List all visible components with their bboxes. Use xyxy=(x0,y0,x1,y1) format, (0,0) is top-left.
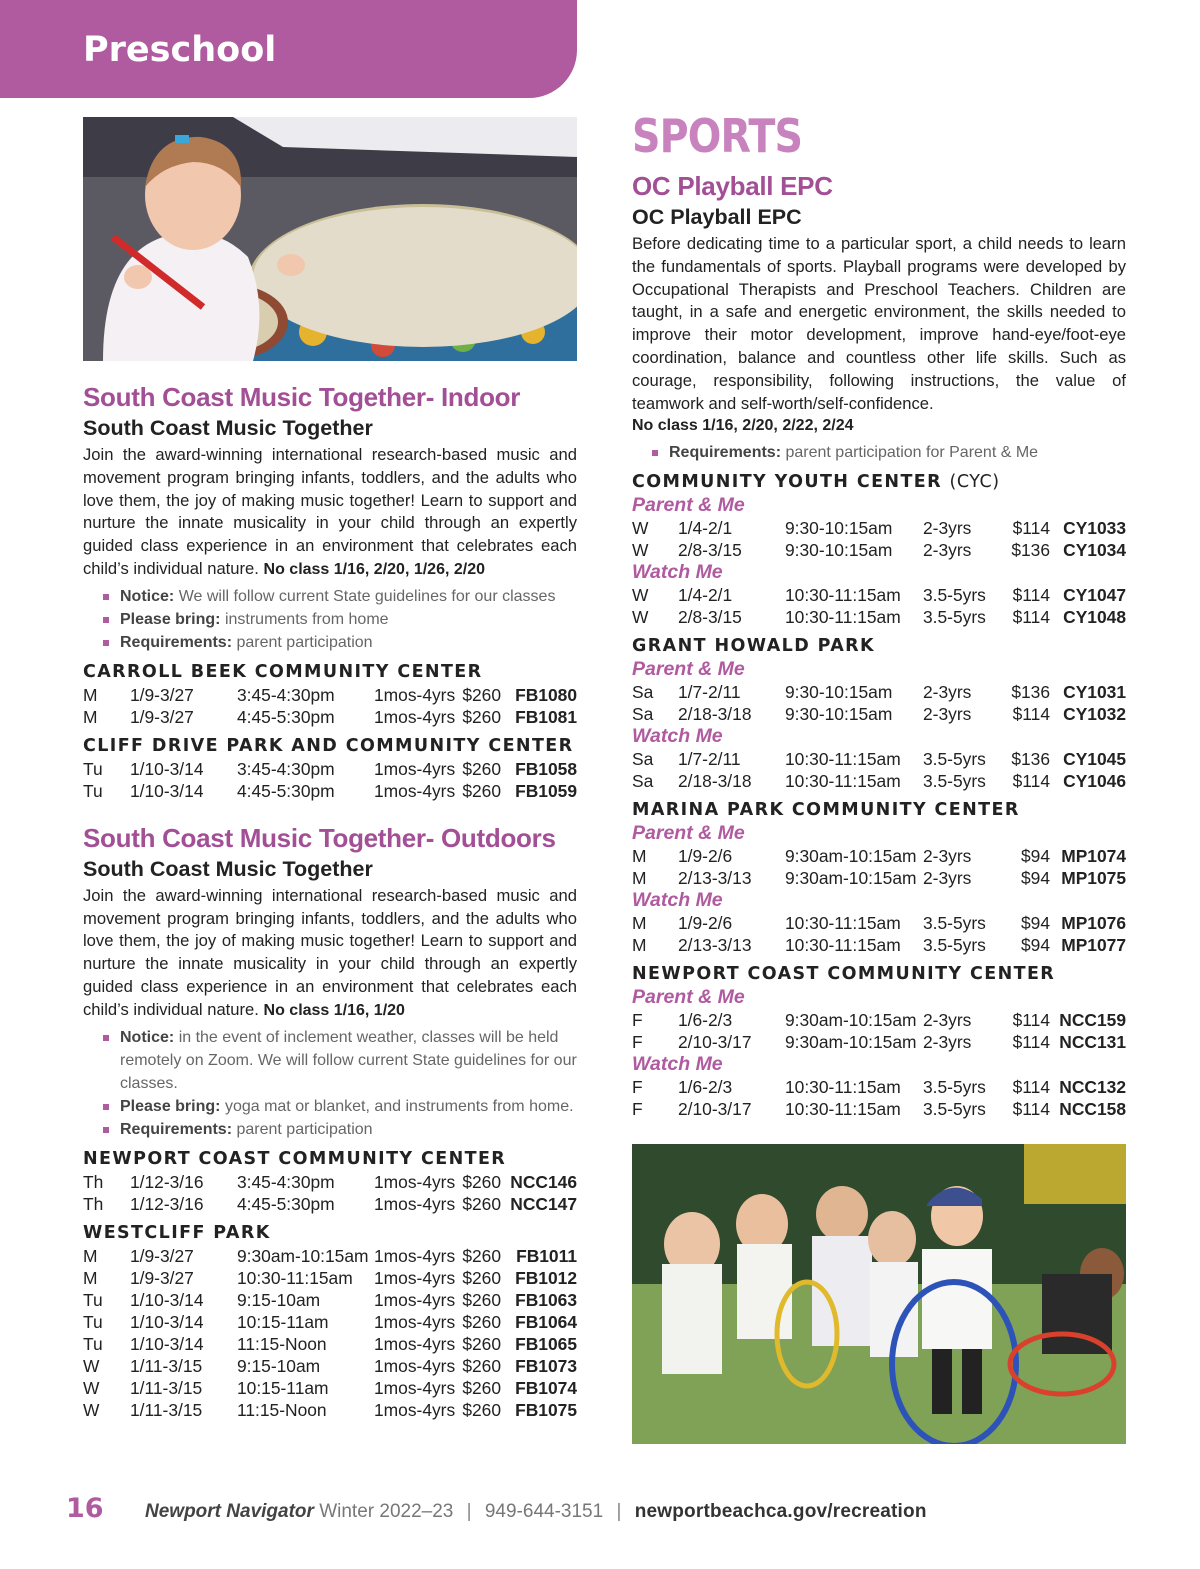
age-range: 1mos-4yrs xyxy=(374,1193,456,1214)
date-range: 1/9-3/27 xyxy=(130,1245,194,1266)
footer-separator: | xyxy=(616,1501,622,1522)
fee: $136 xyxy=(1011,682,1050,703)
day: M xyxy=(632,868,647,889)
footer-separator: | xyxy=(466,1501,472,1522)
note-item xyxy=(103,585,577,608)
course-code: NCC158 xyxy=(1059,1099,1126,1120)
fee: $114 xyxy=(1012,1077,1050,1098)
date-range: 1/10-3/14 xyxy=(130,758,204,779)
day: Tu xyxy=(83,780,103,801)
schedule-row xyxy=(632,703,1126,725)
note-label: Requirements: xyxy=(669,444,782,462)
course-code: FB1075 xyxy=(515,1399,577,1420)
day: W xyxy=(632,540,649,561)
time-range: 9:30am-10:15am xyxy=(785,846,917,867)
no-class-dates: No class 1/16, 2/20, 2/22, 2/24 xyxy=(632,417,854,435)
magazine-name: Newport Navigator xyxy=(145,1501,314,1522)
schedule-row xyxy=(632,1098,1126,1120)
course-code: FB1080 xyxy=(515,684,577,705)
course-code: NCC146 xyxy=(510,1171,577,1192)
course-code: NCC132 xyxy=(1059,1077,1126,1098)
time-range: 11:15-Noon xyxy=(237,1399,327,1420)
day: W xyxy=(632,585,649,606)
fee: $260 xyxy=(462,1355,501,1376)
fee: $260 xyxy=(462,1289,501,1310)
age-range: 1mos-4yrs xyxy=(374,1399,456,1420)
fee: $260 xyxy=(462,780,501,801)
age-range: 1mos-4yrs xyxy=(374,1267,456,1288)
time-range: 10:30-11:15am xyxy=(785,607,901,628)
day: Sa xyxy=(632,682,654,703)
fee: $260 xyxy=(462,1399,501,1420)
schedule-row xyxy=(83,706,577,728)
no-class-dates: No class 1/16, 1/20 xyxy=(263,1001,405,1019)
course-code: CY1034 xyxy=(1063,540,1126,561)
day: Th xyxy=(83,1171,104,1192)
age-group-label: Watch Me xyxy=(632,561,723,584)
day: M xyxy=(632,935,647,956)
schedule-row xyxy=(632,912,1126,934)
schedule-row xyxy=(632,681,1126,703)
time-range: 10:30-11:15am xyxy=(785,585,901,606)
time-range: 4:45-5:30pm xyxy=(237,780,335,801)
schedule-row xyxy=(632,1031,1126,1053)
schedule-row xyxy=(632,584,1126,606)
course-code: NCC147 xyxy=(510,1193,577,1214)
note-text: instruments from home xyxy=(224,610,389,628)
schedule-row xyxy=(83,1399,577,1421)
age-range: 3.5-5yrs xyxy=(923,749,986,770)
date-range: 1/9-3/27 xyxy=(130,706,194,727)
location-label: GRANT HOWALD PARK xyxy=(632,636,876,657)
day: W xyxy=(632,518,649,539)
fee: $114 xyxy=(1012,771,1050,792)
fee: $260 xyxy=(462,1267,501,1288)
time-range: 10:30-11:15am xyxy=(785,749,901,770)
program-description xyxy=(83,444,577,582)
time-range: 9:30am-10:15am xyxy=(785,1010,917,1031)
location-name xyxy=(632,470,1126,494)
schedule-row xyxy=(632,845,1126,867)
day: Sa xyxy=(632,749,654,770)
fee: $136 xyxy=(1011,540,1050,561)
date-range: 1/10-3/14 xyxy=(130,1333,204,1354)
location-name xyxy=(83,1147,577,1171)
course-code: FB1058 xyxy=(515,758,577,779)
time-range: 3:45-4:30pm xyxy=(237,684,335,705)
age-group-label: Parent & Me xyxy=(632,986,745,1009)
course-code: CY1033 xyxy=(1063,518,1126,539)
time-range: 3:45-4:30pm xyxy=(237,1171,335,1192)
schedule-row xyxy=(632,934,1126,956)
time-range: 9:30am-10:15am xyxy=(785,1032,917,1053)
age-group-label: Watch Me xyxy=(632,725,723,748)
age-range: 3.5-5yrs xyxy=(923,771,986,792)
age-range: 1mos-4yrs xyxy=(374,1289,456,1310)
date-range: 1/6-2/3 xyxy=(678,1077,733,1098)
course-code: FB1074 xyxy=(515,1377,577,1398)
age-range: 1mos-4yrs xyxy=(374,1171,456,1192)
program-subtitle: South Coast Music Together xyxy=(83,856,373,881)
age-range: 3.5-5yrs xyxy=(923,935,986,956)
course-code: NCC159 xyxy=(1059,1010,1126,1031)
fee: $260 xyxy=(462,1193,501,1214)
program-music-outdoors xyxy=(83,822,577,1421)
program-title: OC Playball EPC xyxy=(632,171,833,201)
age-range: 2-3yrs xyxy=(923,846,972,867)
age-range: 1mos-4yrs xyxy=(374,1311,456,1332)
note-text: We will follow current State guidelines for our classes xyxy=(178,587,556,605)
time-range: 4:45-5:30pm xyxy=(237,706,335,727)
fee: $114 xyxy=(1012,1010,1050,1031)
fee: $260 xyxy=(462,1377,501,1398)
program-music-indoor xyxy=(83,381,577,802)
note-text: parent participation for Parent & Me xyxy=(785,444,1039,462)
schedule-row xyxy=(632,606,1126,628)
time-range: 10:15-11am xyxy=(237,1377,329,1398)
date-range: 2/10-3/17 xyxy=(678,1099,752,1120)
age-range: 3.5-5yrs xyxy=(923,607,986,628)
note-text: in the event of inclement weather, classes will be held remotely on Zoom. We will follow current State guidelines for our classes. xyxy=(120,1028,577,1092)
sports-heading: SPORTS xyxy=(632,109,803,163)
description-text: Join the award-winning international research-based music and movement program bringing infants, toddlers, and the adults who love them, the joy of making music together! Learn to support and nurture the innate musicality in your child through an expertly guided class experience in an environment that celebrates each child’s individual nature. xyxy=(83,445,577,578)
time-range: 10:30-11:15am xyxy=(785,1077,901,1098)
note-text: yoga mat or blanket, and instruments from home. xyxy=(224,1097,574,1115)
course-code: FB1011 xyxy=(516,1245,577,1266)
location-name xyxy=(83,660,577,684)
note-text: parent participation xyxy=(236,633,373,651)
date-range: 1/11-3/15 xyxy=(130,1355,203,1376)
date-range: 1/9-3/27 xyxy=(130,684,194,705)
day: W xyxy=(83,1377,100,1398)
course-code: CY1031 xyxy=(1063,682,1126,703)
note-label: Requirements: xyxy=(120,633,233,651)
day: M xyxy=(83,1245,98,1266)
sports-locations xyxy=(632,470,1126,1120)
day: Sa xyxy=(632,771,654,792)
time-range: 9:30am-10:15am xyxy=(237,1245,369,1266)
course-code: FB1065 xyxy=(515,1333,577,1354)
date-range: 2/18-3/18 xyxy=(678,771,752,792)
fee: $260 xyxy=(462,684,501,705)
location-label: COMMUNITY YOUTH CENTER xyxy=(632,472,943,493)
date-range: 1/4-2/1 xyxy=(678,585,733,606)
day: W xyxy=(632,607,649,628)
age-group-label: Parent & Me xyxy=(632,494,745,517)
course-code: MP1076 xyxy=(1061,913,1126,934)
schedule-row xyxy=(83,1193,577,1215)
age-range: 1mos-4yrs xyxy=(374,684,456,705)
time-range: 10:30-11:15am xyxy=(785,913,901,934)
date-range: 2/13-3/13 xyxy=(678,935,752,956)
time-range: 10:30-11:15am xyxy=(785,771,901,792)
location-name xyxy=(632,962,1126,986)
age-group-label: Watch Me xyxy=(632,889,723,912)
schedule-row xyxy=(632,770,1126,792)
time-range: 3:45-4:30pm xyxy=(237,758,335,779)
age-group-label: Parent & Me xyxy=(632,822,745,845)
location-label: MARINA PARK COMMUNITY CENTER xyxy=(632,800,1020,821)
time-range: 10:30-11:15am xyxy=(237,1267,353,1288)
left-column xyxy=(83,117,577,1421)
location-abbr: (CYC) xyxy=(949,472,1000,493)
program-locations xyxy=(83,1147,577,1421)
note-label: Notice: xyxy=(120,1028,175,1046)
website-link[interactable]: newportbeachca.gov/recreation xyxy=(634,1501,927,1522)
fee: $136 xyxy=(1011,749,1050,770)
date-range: 1/9-2/6 xyxy=(678,846,733,867)
program-subtitle: South Coast Music Together xyxy=(83,416,373,440)
age-range: 3.5-5yrs xyxy=(923,913,986,934)
date-range: 1/10-3/14 xyxy=(130,1289,204,1310)
date-range: 1/12-3/16 xyxy=(130,1171,204,1192)
time-range: 9:30-10:15am xyxy=(785,518,893,539)
schedule-row xyxy=(632,1009,1126,1031)
schedule-row xyxy=(83,1311,577,1333)
section-title: Preschool xyxy=(83,30,277,70)
course-code: FB1064 xyxy=(515,1311,577,1332)
fee: $260 xyxy=(462,1311,501,1332)
time-range: 9:30-10:15am xyxy=(785,540,893,561)
note-item xyxy=(103,1026,577,1095)
date-range: 1/9-3/27 xyxy=(130,1267,194,1288)
day: Tu xyxy=(83,758,103,779)
schedule-row xyxy=(632,1076,1126,1098)
date-range: 2/8-3/15 xyxy=(678,540,742,561)
page-footer xyxy=(66,1493,1166,1533)
age-range: 3.5-5yrs xyxy=(923,1099,986,1120)
course-code: FB1073 xyxy=(515,1355,577,1376)
description-text: Join the award-winning international research-based music and movement program bringing infants, toddlers, and the adults who love them, the joy of making music together! Learn to support and nurture the innate musicality in your child through an expertly guided class experience in an environment that celebrates each child’s individual nature. xyxy=(83,885,577,1019)
fee: $114 xyxy=(1012,704,1050,725)
time-range: 10:30-11:15am xyxy=(785,935,901,956)
date-range: 2/10-3/17 xyxy=(678,1032,752,1053)
day: Th xyxy=(83,1193,104,1214)
fee: $260 xyxy=(462,706,501,727)
section-header-tab xyxy=(0,0,577,98)
course-code: CY1045 xyxy=(1063,749,1126,770)
note-item xyxy=(103,631,577,654)
schedule-row xyxy=(83,1267,577,1289)
time-range: 9:30-10:15am xyxy=(785,704,893,725)
date-range: 1/11-3/15 xyxy=(130,1399,203,1420)
time-range: 9:30am-10:15am xyxy=(785,868,917,889)
program-locations xyxy=(83,660,577,802)
time-range: 4:45-5:30pm xyxy=(237,1193,335,1214)
schedule-row xyxy=(632,867,1126,889)
course-code: MP1075 xyxy=(1061,868,1126,889)
course-code: NCC131 xyxy=(1059,1032,1126,1053)
age-group-label: Parent & Me xyxy=(632,658,745,681)
schedule-row xyxy=(83,1171,577,1193)
schedule-row xyxy=(632,517,1126,539)
day: Tu xyxy=(83,1333,103,1354)
note-label: Requirements: xyxy=(120,1120,233,1138)
schedule-row xyxy=(632,748,1126,770)
course-code: CY1032 xyxy=(1063,704,1126,725)
note-item xyxy=(103,608,577,631)
course-code: FB1012 xyxy=(515,1267,577,1288)
day: Tu xyxy=(83,1311,103,1332)
fee: $260 xyxy=(462,1333,501,1354)
date-range: 1/10-3/14 xyxy=(130,780,204,801)
location-name xyxy=(83,734,577,758)
note-label: Notice: xyxy=(120,587,175,605)
fee: $260 xyxy=(462,1171,501,1192)
fee: $94 xyxy=(1020,913,1050,934)
schedule-row xyxy=(83,758,577,780)
day: F xyxy=(632,1099,643,1120)
footer-line xyxy=(145,1501,927,1523)
course-code: CY1047 xyxy=(1063,585,1126,606)
day: M xyxy=(632,846,647,867)
day: F xyxy=(632,1010,643,1031)
schedule-row xyxy=(83,1355,577,1377)
date-range: 1/6-2/3 xyxy=(678,1010,733,1031)
phone-number: 949-644-3151 xyxy=(484,1501,604,1522)
day: M xyxy=(632,913,647,934)
course-code: MP1077 xyxy=(1061,935,1126,956)
note-item xyxy=(103,1118,577,1141)
day: Sa xyxy=(632,704,654,725)
age-range: 2-3yrs xyxy=(923,868,972,889)
day: M xyxy=(83,706,98,727)
location-name xyxy=(83,1221,577,1245)
day: F xyxy=(632,1077,643,1098)
day: W xyxy=(83,1399,100,1420)
program-notes xyxy=(103,1026,577,1141)
age-range: 1mos-4yrs xyxy=(374,1333,456,1354)
day: M xyxy=(83,684,98,705)
note-item xyxy=(103,1095,577,1118)
fee: $114 xyxy=(1012,585,1050,606)
age-range: 3.5-5yrs xyxy=(923,1077,986,1098)
note-text: parent participation xyxy=(236,1120,373,1138)
schedule-row xyxy=(83,1377,577,1399)
schedule-row xyxy=(83,1289,577,1311)
age-range: 1mos-4yrs xyxy=(374,1245,456,1266)
location-name xyxy=(632,634,1126,658)
date-range: 1/7-2/11 xyxy=(678,682,741,703)
location-label: WESTCLIFF PARK xyxy=(83,1222,271,1243)
fee: $114 xyxy=(1012,1032,1050,1053)
age-range: 2-3yrs xyxy=(923,518,972,539)
date-range: 1/12-3/16 xyxy=(130,1193,204,1214)
note-label: Please bring: xyxy=(120,1097,221,1115)
course-code: FB1059 xyxy=(515,780,577,801)
age-range: 2-3yrs xyxy=(923,682,972,703)
schedule-row xyxy=(83,1245,577,1267)
course-code: CY1046 xyxy=(1063,771,1126,792)
time-range: 9:30-10:15am xyxy=(785,682,893,703)
course-code: FB1081 xyxy=(515,706,577,727)
fee: $260 xyxy=(462,1245,501,1266)
time-range: 10:15-11am xyxy=(237,1311,329,1332)
time-range: 11:15-Noon xyxy=(237,1333,327,1354)
age-range: 2-3yrs xyxy=(923,1010,972,1031)
course-code: CY1048 xyxy=(1063,607,1126,628)
kids-hula-hoop-photo xyxy=(632,1144,1126,1444)
location-label: CLIFF DRIVE PARK AND COMMUNITY CENTER xyxy=(83,735,574,756)
location-label: CARROLL BEEK COMMUNITY CENTER xyxy=(83,661,483,682)
issue-label: Winter 2022–23 xyxy=(319,1501,454,1522)
fee: $94 xyxy=(1020,846,1050,867)
program-title: South Coast Music Together- Outdoors xyxy=(83,822,556,853)
fee: $114 xyxy=(1012,607,1050,628)
program-description: Before dedicating time to a particular sport, a child needs to learn the fundamentals of sports. Playball programs were developed by Occupational Therapists and Preschool Teachers. Children are taught, in a safe and energetic environment, the skills needed to improve their motor development, improve hand-eye/foot-eye coordination, balance and countless other life skills. Such as courage, responsibility, following instructions, the value of teamwork and self-worth/self-confidence. xyxy=(632,234,1126,413)
date-range: 1/9-2/6 xyxy=(678,913,733,934)
age-range: 2-3yrs xyxy=(923,540,972,561)
age-range: 3.5-5yrs xyxy=(923,585,986,606)
age-range: 1mos-4yrs xyxy=(374,1355,456,1376)
day: M xyxy=(83,1267,98,1288)
date-range: 2/18-3/18 xyxy=(678,704,752,725)
note-label: Please bring: xyxy=(120,610,221,628)
age-range: 1mos-4yrs xyxy=(374,780,456,801)
schedule-row xyxy=(83,1333,577,1355)
program-notes xyxy=(103,585,577,654)
program-title: South Coast Music Together- Indoor xyxy=(83,382,521,412)
schedule-row xyxy=(83,684,577,706)
fee: $114 xyxy=(1012,1099,1050,1120)
program-subtitle: OC Playball EPC xyxy=(632,205,802,229)
course-code: MP1074 xyxy=(1061,846,1126,867)
time-range: 10:30-11:15am xyxy=(785,1099,901,1120)
no-class-dates: No class 1/16, 2/20, 1/26, 2/20 xyxy=(263,560,486,578)
date-range: 1/11-3/15 xyxy=(130,1377,203,1398)
age-range: 2-3yrs xyxy=(923,1032,972,1053)
age-group-label: Watch Me xyxy=(632,1053,723,1076)
age-range: 1mos-4yrs xyxy=(374,706,456,727)
location-label: NEWPORT COAST COMMUNITY CENTER xyxy=(632,964,1056,985)
program-description xyxy=(83,885,577,1023)
day: Tu xyxy=(83,1289,103,1310)
baby-drum-photo xyxy=(83,117,577,361)
course-code: FB1063 xyxy=(515,1289,577,1310)
day: W xyxy=(83,1355,100,1376)
fee: $94 xyxy=(1020,935,1050,956)
date-range: 2/8-3/15 xyxy=(678,607,742,628)
schedule-row xyxy=(83,780,577,802)
age-range: 1mos-4yrs xyxy=(374,1377,456,1398)
page-number: 16 xyxy=(66,1493,104,1524)
location-name xyxy=(632,798,1126,822)
date-range: 1/7-2/11 xyxy=(678,749,741,770)
schedule-row xyxy=(632,539,1126,561)
date-range: 1/10-3/14 xyxy=(130,1311,204,1332)
time-range: 9:15-10am xyxy=(237,1355,321,1376)
fee: $260 xyxy=(462,758,501,779)
date-range: 1/4-2/1 xyxy=(678,518,733,539)
age-range: 2-3yrs xyxy=(923,704,972,725)
fee: $94 xyxy=(1020,868,1050,889)
date-range: 2/13-3/13 xyxy=(678,868,752,889)
location-label: NEWPORT COAST COMMUNITY CENTER xyxy=(83,1148,507,1169)
right-column xyxy=(632,110,1126,1444)
program-notes xyxy=(652,441,1126,464)
age-range: 1mos-4yrs xyxy=(374,758,456,779)
day: F xyxy=(632,1032,643,1053)
note-item xyxy=(652,441,1126,464)
fee: $114 xyxy=(1012,518,1050,539)
time-range: 9:15-10am xyxy=(237,1289,321,1310)
